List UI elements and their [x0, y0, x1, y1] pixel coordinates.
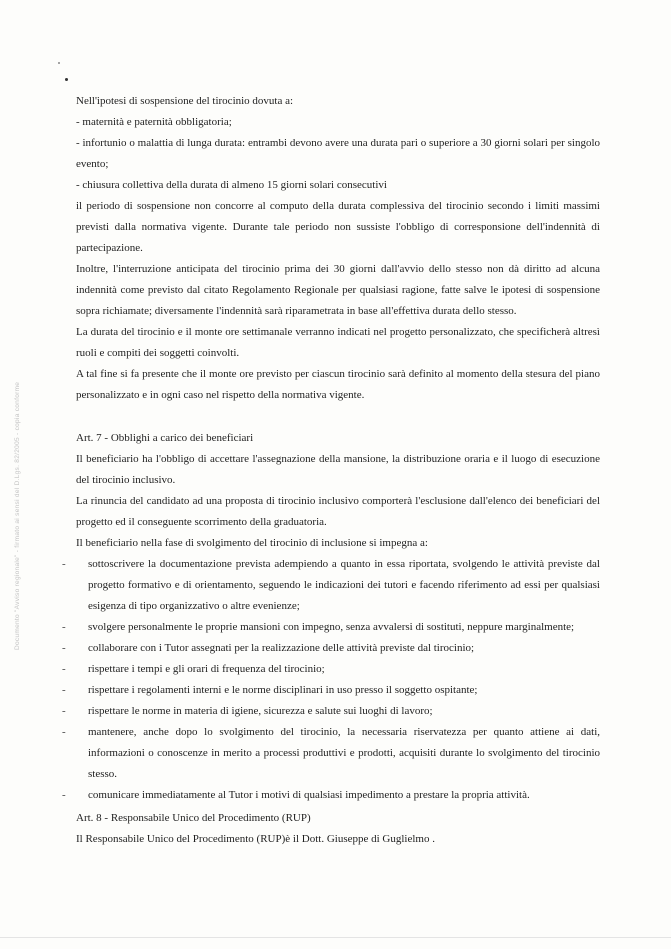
- list-item: - comunicare immediatamente al Tutor i motivi di qualsiasi impedimento a prestare la propria attività.: [76, 785, 600, 806]
- intro-section: [76, 91, 600, 406]
- intro-item: - infortunio o malattia di lunga durata: entrambi devono avere una durata pari o superiore a 30 giorni solari per singolo evento;: [76, 137, 600, 170]
- intro-paragraph: Inoltre, l'interruzione anticipata del tirocinio prima dei 30 giorni dall'avvio dello stesso non dà diritto ad alcuna indennità come previsto dal citato Regolamento Regionale per qualsiasi ragione, fatte salve le ipotesi di sospensione sopra richiamate; diversamente l'indennità sarà riparametrata in base all'effettiva durata dello stesso.: [76, 263, 600, 317]
- list-item: - sottoscrivere la documentazione prevista adempiendo a quanto in essa riportata, svolgendo le attività previste dal progetto formativo e di orientamento, seguendo le indicazioni dei tutori e facendo riferimento ad essi per qualsiasi esigenza di tipo organizzativo o altre evenienze;: [76, 554, 600, 617]
- intro-paragraph: il periodo di sospensione non concorre al computo della durata complessiva del tirocinio secondo i limiti massimi previsti dalla normativa vigente. Durante tale periodo non sussiste l'obbligo di corresponsione dell'indennità di partecipazione.: [76, 200, 600, 254]
- list-item: - collaborare con i Tutor assegnati per la realizzazione delle attività previste dal tirocinio;: [76, 638, 600, 659]
- page-edge: [0, 937, 671, 938]
- article-8-paragraph: Il Responsabile Unico del Procedimento (RUP)è il Dott. Giuseppe di Guglielmo .: [76, 833, 435, 845]
- obligations-list: [76, 554, 600, 806]
- article-8: [76, 808, 600, 850]
- document-body: [76, 91, 600, 850]
- list-item: - mantenere, anche dopo lo svolgimento del tirocinio, la necessaria riservatezza per quanto attiene ai dati, informazioni o conoscenze in merito a processi produttivi e prodotti, acquisiti durante lo svolgimento del tirocinio stesso.: [76, 722, 600, 785]
- article-8-heading: Art. 8 - Responsabile Unico del Procedimento (RUP): [76, 812, 311, 824]
- scan-mark: [65, 78, 68, 81]
- article-7-paragraph: Il beneficiario nella fase di svolgimento del tirocinio di inclusione si impegna a:: [76, 537, 428, 549]
- intro-lead: Nell'ipotesi di sospensione del tirocinio dovuta a:: [76, 95, 294, 107]
- list-item: - rispettare le norme in materia di igiene, sicurezza e salute sui luoghi di lavoro;: [76, 701, 600, 722]
- article-7-paragraph: Il beneficiario ha l'obbligo di accettare l'assegnazione della mansione, la distribuzione oraria e il luogo di esecuzione del tirocinio inclusivo.: [76, 453, 600, 486]
- article-7-heading: Art. 7 - Obblighi a carico dei beneficiari: [76, 432, 254, 444]
- list-item: - svolgere personalmente le proprie mansioni con impegno, senza avvalersi di sostituti, neppure marginalmente;: [76, 617, 600, 638]
- scan-mark: [58, 62, 60, 64]
- article-7: [76, 428, 600, 806]
- side-stamp: Documento "Avviso regionale" - firmato ai sensi del D.Lgs. 82/2005 - copia conforme: [14, 381, 21, 650]
- article-7-paragraph: La rinuncia del candidato ad una proposta di tirocinio inclusivo comporterà l'esclusione dall'elenco dei beneficiari del progetto ed il conseguente scorrimento della graduatoria.: [76, 495, 600, 528]
- intro-item: - maternità e paternità obbligatoria;: [76, 116, 232, 128]
- intro-item: - chiusura collettiva della durata di almeno 15 giorni solari consecutivi: [76, 179, 387, 191]
- list-item: - rispettare i tempi e gli orari di frequenza del tirocinio;: [76, 659, 600, 680]
- intro-paragraph: A tal fine si fa presente che il monte ore previsto per ciascun tirocinio sarà definito al momento della stesura del piano personalizzato e in ogni caso nel rispetto della normativa vigente.: [76, 368, 600, 401]
- intro-paragraph: La durata del tirocinio e il monte ore settimanale verranno indicati nel progetto personalizzato, che specificherà altresì ruoli e compiti dei soggetti coinvolti.: [76, 326, 600, 359]
- list-item: - rispettare i regolamenti interni e le norme disciplinari in uso presso il soggetto ospitante;: [76, 680, 600, 701]
